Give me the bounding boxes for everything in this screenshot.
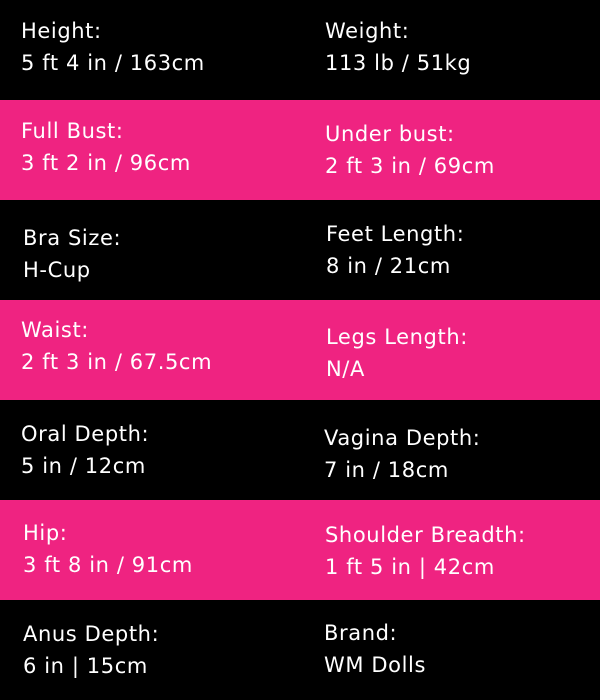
spec-brand xyxy=(324,617,600,681)
spec-value: H-Cup xyxy=(23,258,91,282)
spec-value: 2 ft 3 in / 67.5cm xyxy=(21,350,213,374)
spec-row-hip-shoulder xyxy=(0,500,600,600)
spec-bra-size xyxy=(23,222,303,286)
spec-row-bra-feet xyxy=(0,200,600,300)
spec-label: Brand: xyxy=(324,621,398,645)
spec-vagina-depth xyxy=(324,422,600,486)
spec-label: Legs Length: xyxy=(326,325,468,349)
spec-row-waist-legs xyxy=(0,300,600,400)
spec-value: 5 ft 4 in / 163cm xyxy=(21,51,205,75)
spec-hip xyxy=(23,517,303,581)
spec-waist xyxy=(21,314,301,378)
spec-height xyxy=(21,15,301,79)
spec-label: Hip: xyxy=(23,521,68,545)
spec-value: 8 in / 21cm xyxy=(326,254,451,278)
spec-label: Feet Length: xyxy=(326,222,465,246)
spec-label: Bra Size: xyxy=(23,226,122,250)
spec-legs-length xyxy=(326,321,600,385)
spec-shoulder-breadth xyxy=(325,519,600,583)
spec-label: Waist: xyxy=(21,318,89,342)
spec-label: Vagina Depth: xyxy=(324,426,481,450)
spec-value: WM Dolls xyxy=(324,653,426,677)
spec-feet-length xyxy=(326,218,600,282)
spec-value: 3 ft 2 in / 96cm xyxy=(21,151,191,175)
spec-label: Oral Depth: xyxy=(21,422,150,446)
spec-row-depths xyxy=(0,400,600,500)
spec-oral-depth xyxy=(21,418,301,482)
spec-label: Height: xyxy=(21,19,102,43)
spec-label: Full Bust: xyxy=(21,119,124,143)
spec-under-bust xyxy=(325,118,600,182)
spec-value: 3 ft 8 in / 91cm xyxy=(23,553,193,577)
spec-value: 2 ft 3 in / 69cm xyxy=(325,154,495,178)
spec-value: N/A xyxy=(326,357,365,381)
spec-value: 7 in / 18cm xyxy=(324,458,449,482)
spec-value: 6 in | 15cm xyxy=(23,654,148,678)
spec-value: 1 ft 5 in | 42cm xyxy=(325,555,495,579)
spec-row-anus-brand xyxy=(0,600,600,700)
spec-label: Anus Depth: xyxy=(23,622,160,646)
spec-row-height-weight xyxy=(0,0,600,100)
spec-value: 5 in / 12cm xyxy=(21,454,146,478)
spec-label: Shoulder Breadth: xyxy=(325,523,526,547)
spec-anus-depth xyxy=(23,618,303,682)
spec-value: 113 lb / 51kg xyxy=(325,51,472,75)
spec-weight xyxy=(325,15,600,79)
spec-label: Weight: xyxy=(325,19,410,43)
spec-row-bust xyxy=(0,100,600,200)
spec-label: Under bust: xyxy=(325,122,455,146)
spec-full-bust xyxy=(21,115,301,179)
